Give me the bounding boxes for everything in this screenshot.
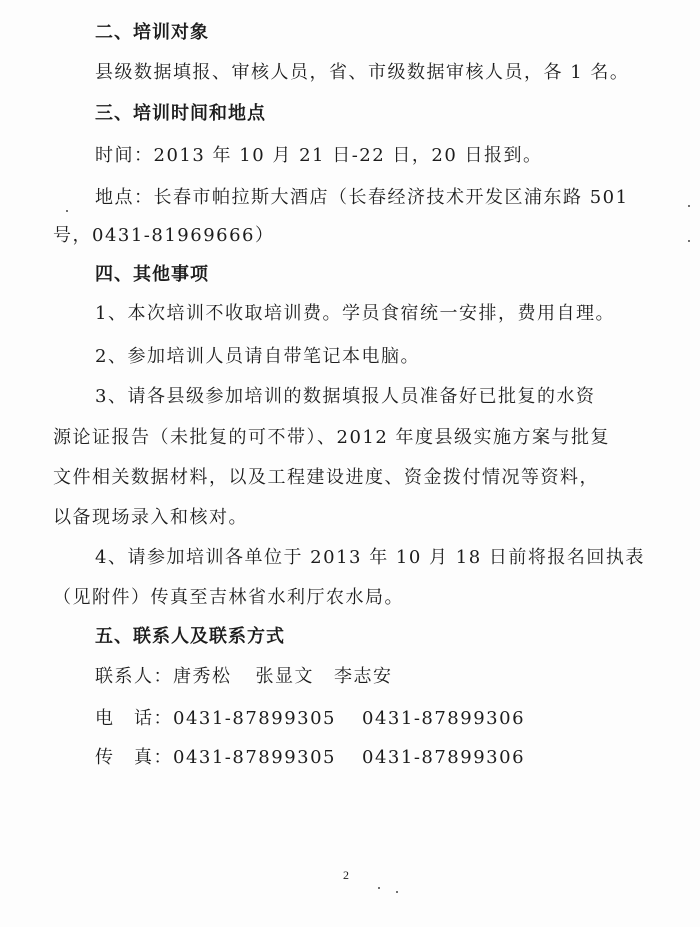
section-3-time: 时间：2013 年 10 月 21 日-22 日，20 日报到。 xyxy=(95,145,543,166)
section-4-item-3-line-4: 以备现场录入和核对。 xyxy=(53,507,248,528)
fax-label: 传 真： xyxy=(95,747,173,768)
contact-name: 唐秀松 xyxy=(173,666,232,687)
scan-speck xyxy=(66,210,68,212)
phone-number: 0431-87899306 xyxy=(362,708,526,729)
section-2-body: 县级数据填报、审核人员，省、市级数据审核人员，各 1 名。 xyxy=(95,62,630,83)
fax-row xyxy=(95,746,525,770)
section-2-heading: 二、培训对象 xyxy=(95,22,209,43)
fax-number: 0431-87899306 xyxy=(362,747,526,768)
section-4-item-3-line-2: 源论证报告（未批复的可不带）、2012 年度县级实施方案与批复 xyxy=(53,427,611,448)
section-3-heading: 三、培训时间和地点 xyxy=(95,103,266,124)
scan-speck xyxy=(396,891,398,893)
section-4-item-1: 1、本次培训不收取培训费。学员食宿统一安排，费用自理。 xyxy=(95,303,615,324)
section-4-heading: 四、其他事项 xyxy=(95,264,209,285)
page-number: 2 xyxy=(343,868,349,882)
section-3-place-line-1: 地点：长春市帕拉斯大酒店（长春经济技术开发区浦东路 501 xyxy=(95,187,629,208)
contact-name: 李志安 xyxy=(334,666,393,687)
section-3-place-line-2: 号，0431-81969666） xyxy=(53,225,275,246)
contact-name: 张显文 xyxy=(255,666,314,687)
section-4-item-3-line-3: 文件相关数据材料，以及工程建设进度、资金拨付情况等资料， xyxy=(53,467,599,488)
scan-speck xyxy=(688,240,690,242)
contacts-label: 联系人： xyxy=(95,666,173,687)
phone-number: 0431-87899305 xyxy=(173,708,337,729)
scan-speck xyxy=(688,205,690,207)
section-4-item-3-line-1: 3、请各县级参加培训的数据填报人员准备好已批复的水资 xyxy=(95,386,596,407)
phone-label: 电 话： xyxy=(95,708,173,729)
section-5-heading: 五、联系人及联系方式 xyxy=(95,626,285,647)
section-4-item-2: 2、参加培训人员请自带笔记本电脑。 xyxy=(95,346,420,367)
phone-row xyxy=(95,707,525,731)
fax-number: 0431-87899305 xyxy=(173,747,337,768)
section-4-item-4-line-2: （见附件）传真至吉林省水利厅农水局。 xyxy=(53,587,404,608)
contacts-row xyxy=(95,665,393,689)
scan-speck xyxy=(378,887,380,889)
section-4-item-4-line-1: 4、请参加培训各单位于 2013 年 10 月 18 日前将报名回执表 xyxy=(95,547,645,568)
